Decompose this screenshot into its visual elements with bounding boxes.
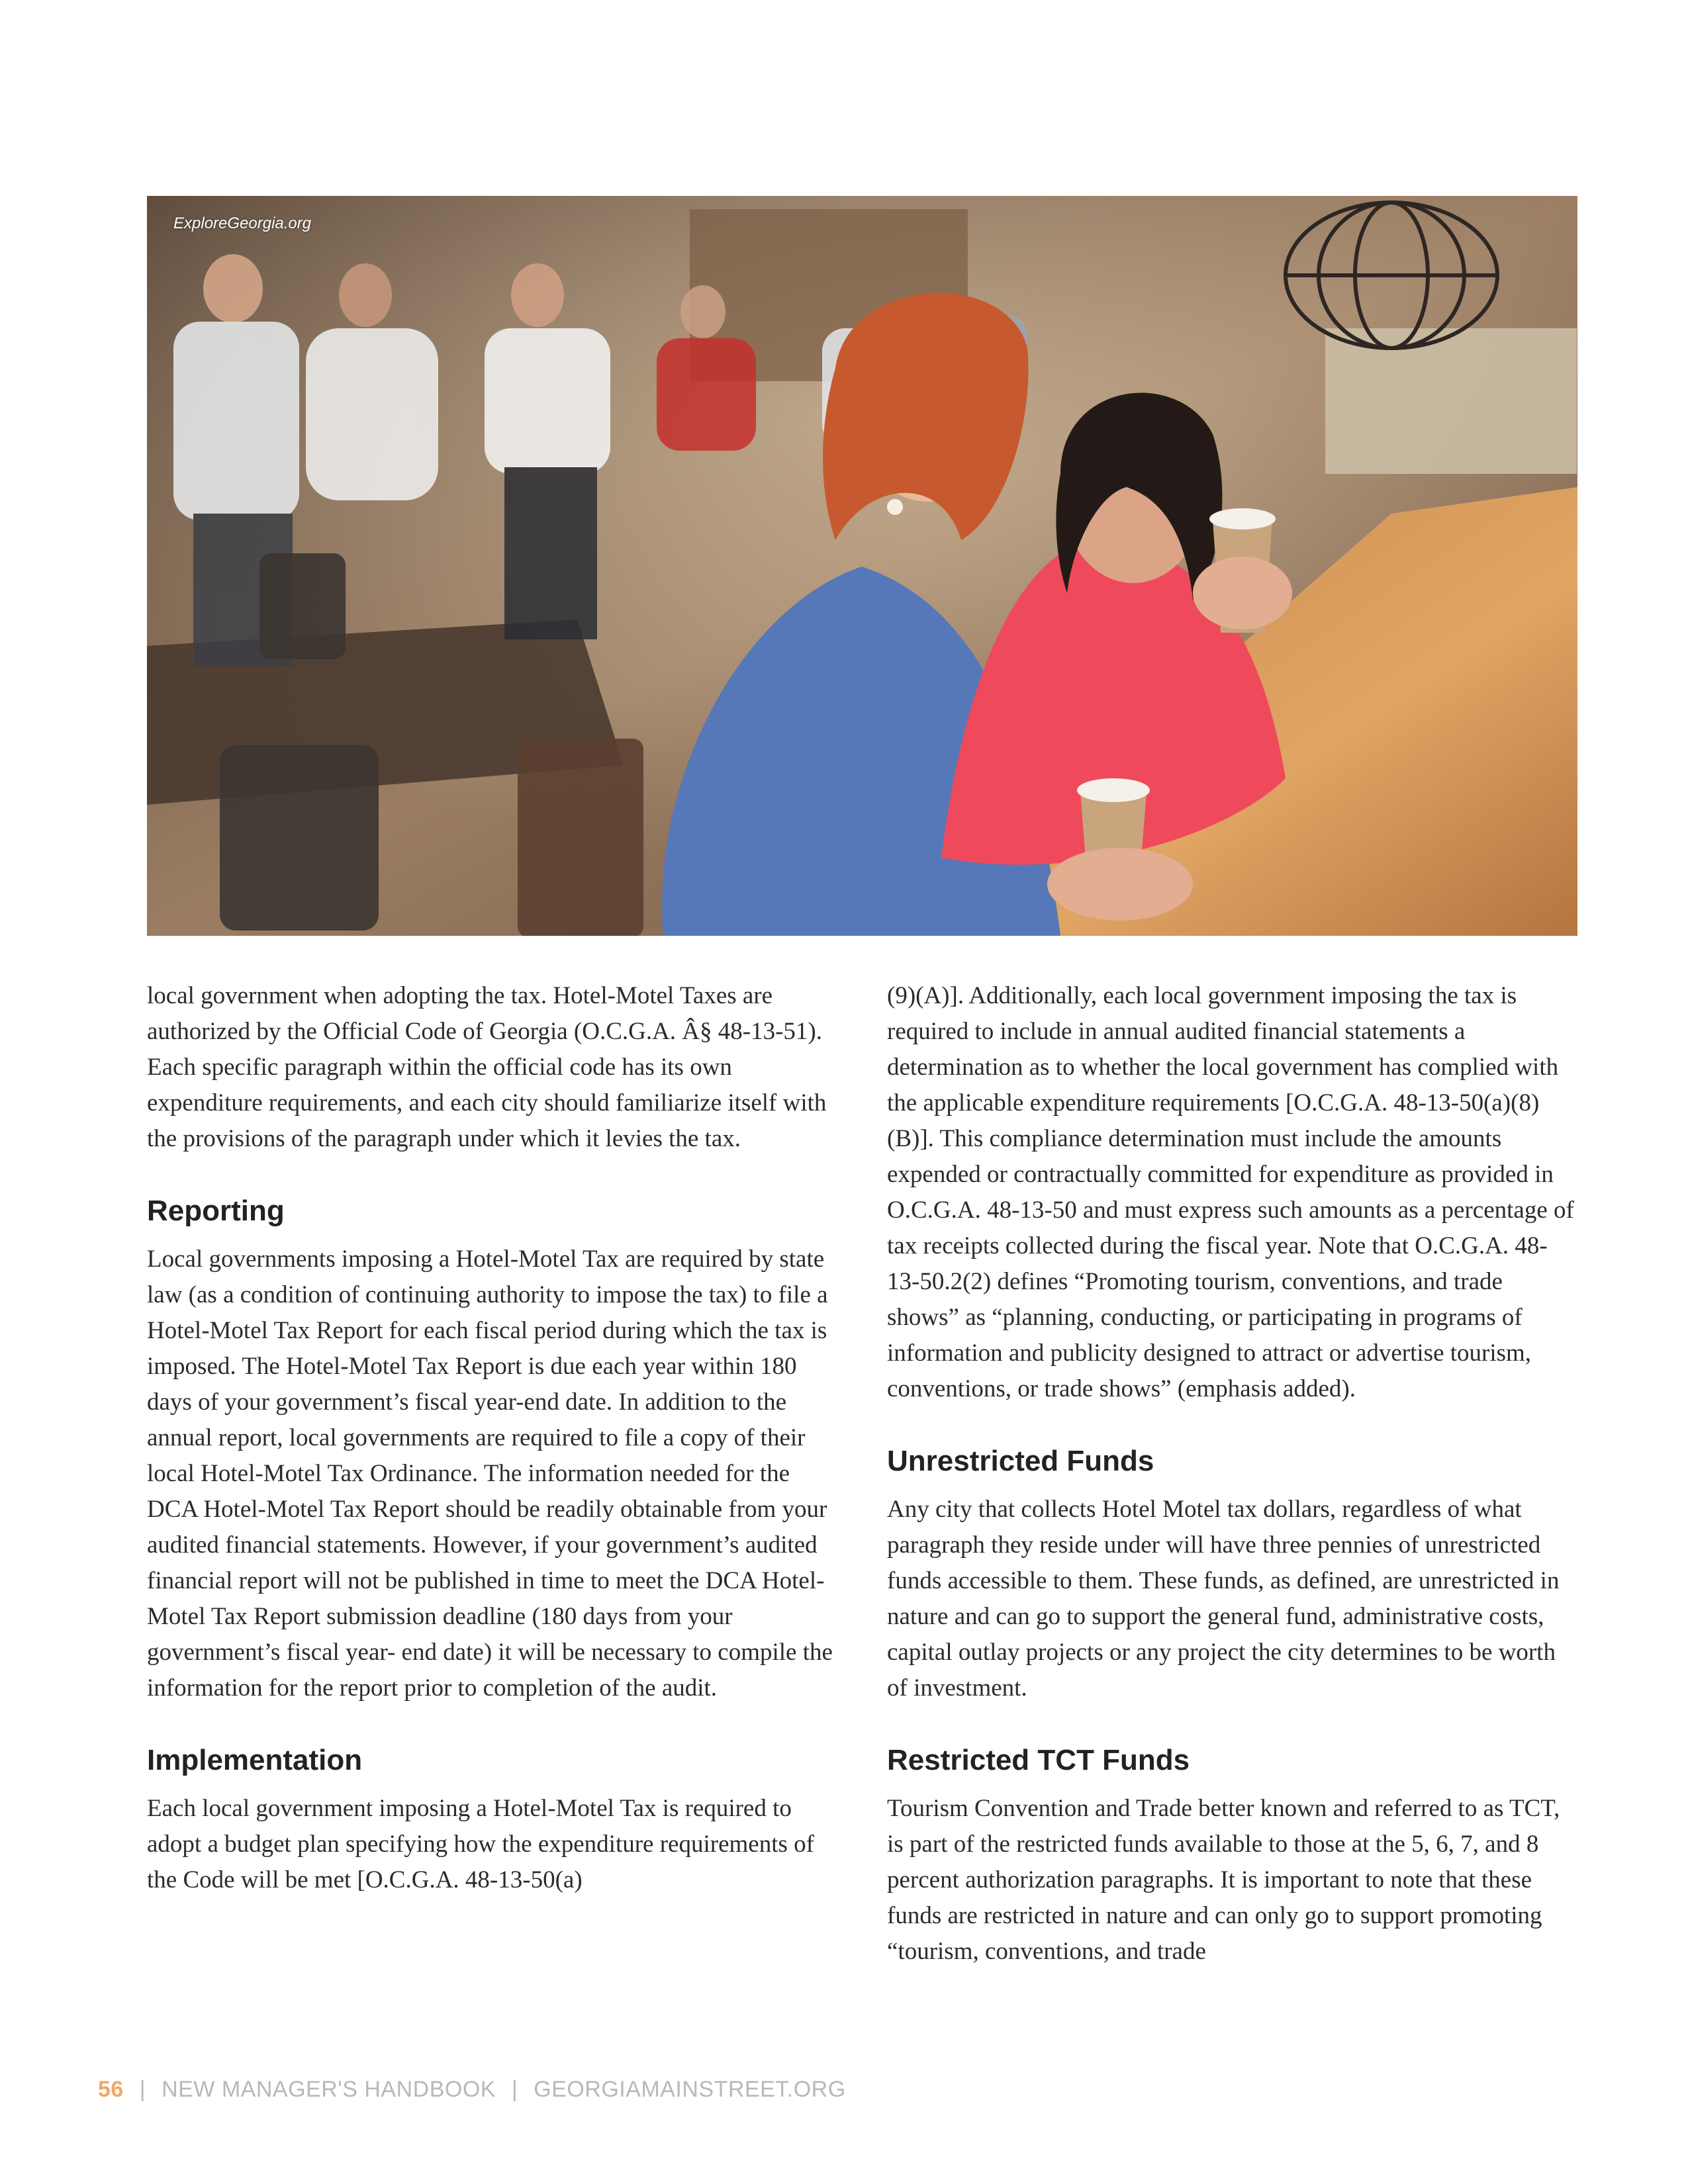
footer-separator: | <box>139 2077 146 2102</box>
cafe-photo <box>147 196 1577 936</box>
heading-reporting: Reporting <box>147 1195 285 1227</box>
footer-handbook-title: NEW MANAGER'S HANDBOOK <box>162 2077 496 2102</box>
paragraph-reporting: Local governments imposing a Hotel-Motel Tax are required by state law (as a condition of continuing authority to impose the tax) to file a Hotel-Motel Tax Report for each fiscal period during which the tax is imposed. The Hotel-Motel Tax Report is due each year within 180 days of your government’s fiscal year-end date. In addition to the annual report, local governments are required to file a copy of their local Hotel-Motel Tax Ordinance. The information needed for the DCA Hotel-Motel Tax Report should be readily obtainable from your audited financial statements. However, if your government’s audited financial report will not be published in time to meet the DCA Hotel-Motel Tax Report submission deadline (180 days from your government’s fiscal year- end date) it will be necessary to compile the information for the report prior to completion of the audit. <box>147 1246 833 1702</box>
left-column <box>147 978 835 1934</box>
paragraph-intro: local government when adopting the tax. Hotel-Motel Taxes are authorized by the Official Code of Georgia (O.C.G.A. Â§ 48-13-51). Each specific paragraph within the official code has its own expenditure requirements, and each city should familiarize itself with the provisions of the paragraph under which it levies the tax. <box>147 982 827 1152</box>
footer-website: GEORGIAMAINSTREET.ORG <box>534 2077 846 2102</box>
footer-separator: | <box>511 2077 518 2102</box>
paragraph-restricted-tct-funds: Tourism Convention and Trade better known and referred to as TCT, is part of the restricted funds available to those at the 5, 6, 7, and 8 percent authorization paragraphs. It is important to note that these funds are restricted in nature and can only go to support promoting “tourism, conventions, and trade <box>887 1795 1560 1965</box>
heading-restricted-tct-funds: Restricted TCT Funds <box>887 1744 1190 1776</box>
right-column <box>887 978 1575 2005</box>
page-number: 56 <box>98 2077 124 2102</box>
page-footer <box>98 2077 846 2103</box>
heading-unrestricted-funds: Unrestricted Funds <box>887 1445 1154 1477</box>
paragraph-implementation: Each local government imposing a Hotel-Motel Tax is required to adopt a budget plan specifying how the expenditure requirements of the Code will be met [O.C.G.A. 48-13-50(a) <box>147 1795 814 1893</box>
cafe-photo-illustration <box>147 196 1577 936</box>
paragraph-unrestricted-funds: Any city that collects Hotel Motel tax dollars, regardless of what paragraph they reside under will have three pennies of unrestricted funds accessible to them. These funds, as defined, are unrestricted in nature and can go to support the general fund, administrative costs, capital outlay projects or any project the city determines to be worth of investment. <box>887 1496 1560 1702</box>
heading-implementation: Implementation <box>147 1744 363 1776</box>
photo-credit: ExploreGeorgia.org <box>173 214 312 232</box>
paragraph-continued: (9)(A)]. Additionally, each local government imposing the tax is required to include in annual audited financial statements a determination as to whether the local government has complied with the applicable expenditure requirements [O.C.G.A. 48-13-50(a)(8)(B)]. This compliance determination must include the amounts expended or contractually committed for expenditure as provided in O.C.G.A. 48-13-50 and must express such amounts as a percentage of tax receipts collected during the fiscal year. Note that O.C.G.A. 48-13-50.2(2) defines “Promoting tourism, conventions, and trade shows” as “planning, conducting, or participating in programs of information and publicity designed to attract or advertise tourism, conventions, or trade shows” (emphasis added). <box>887 982 1574 1402</box>
